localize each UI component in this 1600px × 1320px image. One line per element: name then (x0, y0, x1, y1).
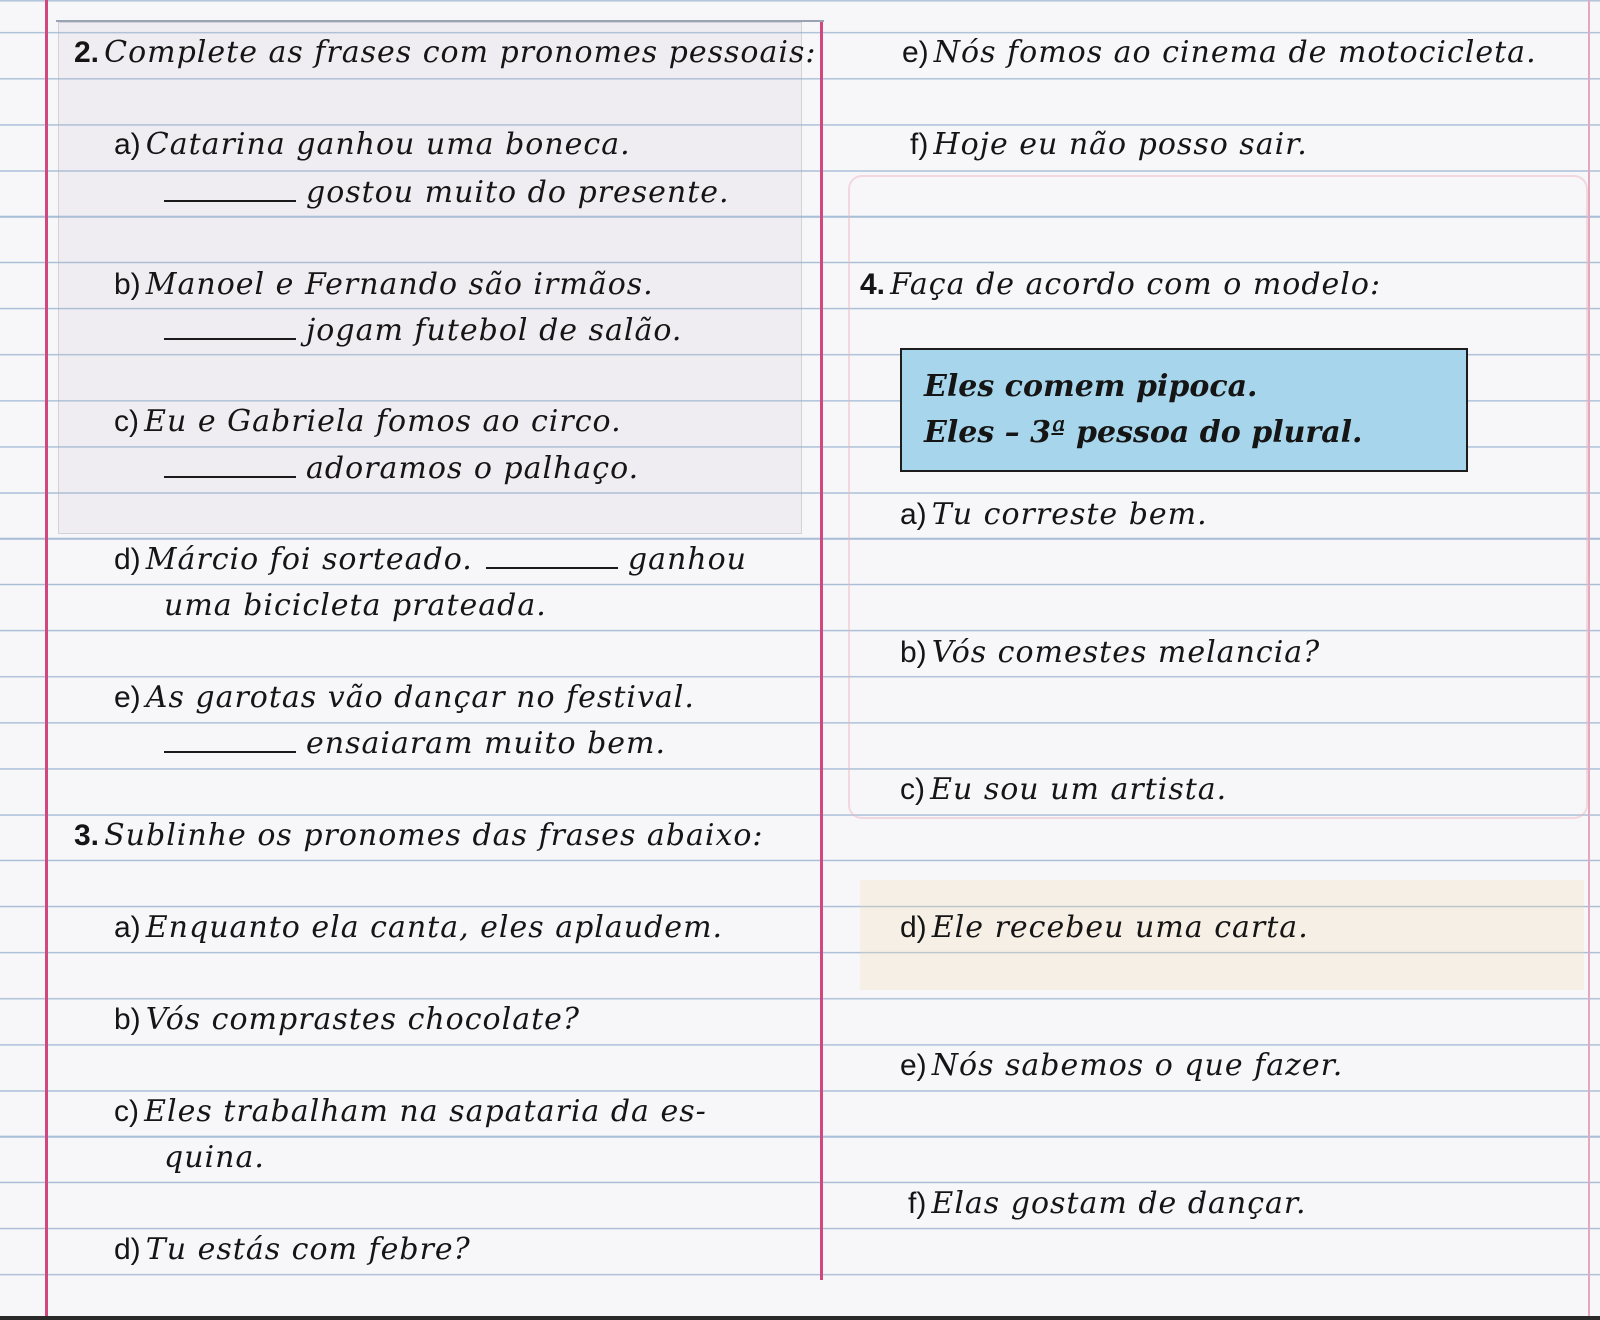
q3-item-e (902, 35, 1537, 70)
item-label: d) (900, 911, 927, 944)
q3-item-c-line2 (164, 1140, 265, 1175)
model-box (900, 348, 1468, 472)
answer-blank[interactable] (164, 476, 296, 478)
q3-item-a (114, 910, 723, 945)
q3-item-f (910, 127, 1308, 162)
q2-item-d (114, 542, 747, 577)
item-sentence: As garotas vão dançar no festival. (145, 680, 695, 715)
q2-item-a (114, 127, 631, 162)
q2-item-b (114, 267, 654, 302)
item-sentence[interactable]: quina. (164, 1140, 265, 1175)
item-sentence: Tu correste bem. (931, 497, 1208, 532)
q2-item-e-line2 (164, 726, 666, 761)
q2-item-e (114, 680, 695, 715)
item-sentence[interactable]: Tu estás com febre? (145, 1232, 471, 1267)
item-sentence[interactable]: Vós comprastes chocolate? (145, 1002, 580, 1037)
item-sentence: Ele recebeu uma carta. (931, 910, 1309, 945)
item-label: a) (114, 128, 141, 161)
item-sentence: Manoel e Fernando são irmãos. (145, 267, 654, 302)
item-sentence[interactable]: Hoje eu não posso sair. (933, 127, 1308, 162)
q4-item-a (900, 497, 1208, 532)
item-sentence: Nós sabemos o que fazer. (931, 1048, 1344, 1083)
item-label: e) (902, 36, 929, 69)
item-label: f) (908, 1187, 927, 1220)
answer-blank[interactable] (164, 200, 296, 202)
q2-heading (74, 35, 816, 70)
item-label: c) (900, 773, 925, 806)
right-margin-line (1588, 0, 1590, 1320)
q4-heading (860, 267, 1381, 302)
q4-item-e (900, 1048, 1343, 1083)
item-label: a) (114, 911, 141, 944)
q4-item-d (900, 910, 1309, 945)
q3-number: 3. (74, 819, 100, 852)
q4-number: 4. (860, 268, 886, 301)
q2-item-d-line2 (164, 588, 547, 623)
item-sentence: jogam futebol de salão. (306, 313, 683, 348)
q2-number: 2. (74, 36, 100, 69)
answer-blank[interactable] (164, 338, 296, 340)
q4-item-c (900, 772, 1227, 807)
answer-blank[interactable] (486, 567, 618, 569)
item-label: e) (114, 681, 141, 714)
item-label: b) (114, 268, 141, 301)
item-sentence: Elas gostam de dançar. (931, 1186, 1307, 1221)
item-sentence: Eu sou um artista. (930, 772, 1228, 807)
q4-item-f (908, 1186, 1307, 1221)
item-label: b) (900, 636, 927, 669)
q2-item-c (114, 404, 622, 439)
item-label: e) (900, 1049, 927, 1082)
item-sentence: gostou muito do presente. (306, 175, 730, 210)
model-answer: Eles – 3ª pessoa do plural. (924, 415, 1363, 450)
q2-item-b-line2 (164, 313, 682, 348)
item-sentence[interactable]: Eles trabalham na sapataria da es- (144, 1094, 707, 1129)
item-sentence: Catarina ganhou uma boneca. (145, 127, 631, 162)
center-margin-line (820, 20, 823, 1280)
item-sentence[interactable]: Nós fomos ao cinema de motocicleta. (933, 35, 1537, 70)
item-sentence: ganhou (627, 542, 748, 577)
item-sentence: Eu e Gabriela fomos ao circo. (144, 404, 622, 439)
item-label: b) (114, 1003, 141, 1036)
item-sentence[interactable]: Enquanto ela canta, eles aplaudem. (145, 910, 724, 945)
q4-item-b (900, 635, 1320, 670)
answer-blank[interactable] (164, 751, 296, 753)
item-label: d) (114, 1233, 141, 1266)
item-label: a) (900, 498, 927, 531)
item-sentence: Márcio foi sorteado. (145, 542, 473, 577)
item-sentence: Vós comestes melancia? (931, 635, 1321, 670)
left-margin-line (45, 0, 48, 1320)
model-sentence: Eles comem pipoca. (924, 369, 1258, 404)
item-label: f) (910, 128, 929, 161)
item-label: d) (114, 543, 141, 576)
item-sentence: uma bicicleta prateada. (164, 588, 547, 623)
q3-item-d (114, 1232, 471, 1267)
item-sentence: ensaiaram muito bem. (306, 726, 667, 761)
q2-item-c-line2 (164, 451, 639, 486)
q3-heading (74, 818, 764, 853)
item-sentence: adoramos o palhaço. (306, 451, 640, 486)
q3-item-b (114, 1002, 580, 1037)
item-label: c) (114, 1095, 139, 1128)
q4-instruction: Faça de acordo com o modelo: (890, 267, 1382, 302)
q2-instruction: Complete as frases com pronomes pessoais: (104, 35, 817, 70)
page-bottom-edge (0, 1316, 1600, 1320)
q2-item-a-line2 (164, 175, 730, 210)
q3-instruction: Sublinhe os pronomes das frases abaixo: (104, 818, 764, 853)
item-label: c) (114, 405, 139, 438)
q3-item-c (114, 1094, 707, 1129)
